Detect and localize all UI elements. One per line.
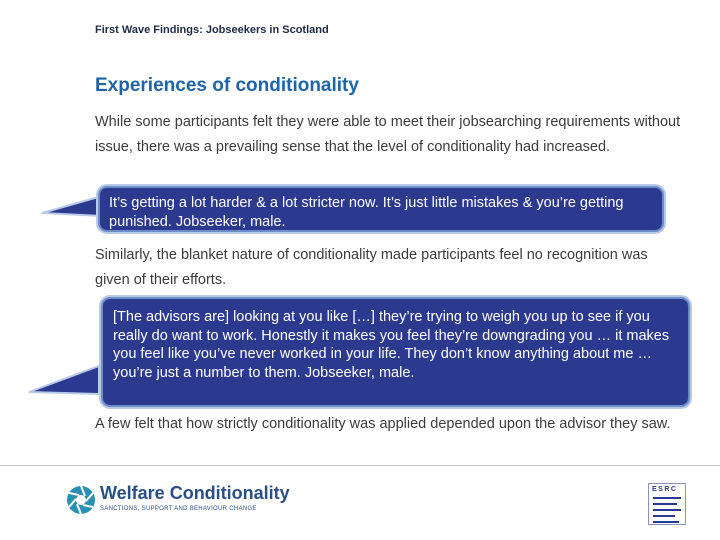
header-title: First Wave Findings: Jobseekers in Scotland bbox=[95, 24, 329, 36]
esrc-logo-line bbox=[653, 503, 677, 505]
aperture-logo-icon bbox=[66, 485, 96, 515]
esrc-logo-line bbox=[653, 515, 675, 517]
page-title: Experiences of conditionality bbox=[95, 75, 359, 96]
paragraph-advisor: A few felt that how strictly conditionality was applied depended upon the advisor they saw. bbox=[95, 416, 671, 432]
paragraph-intro: While some participants felt they were able to meet their jobsearching requirements without issue, there was a prevailing sense that the level of conditionality had increased. bbox=[95, 114, 681, 155]
quote-bubble-1 bbox=[98, 186, 664, 232]
footer-divider bbox=[0, 465, 720, 466]
logo-tagline: SANCTIONS, SUPPORT AND BEHAVIOUR CHANGE bbox=[100, 506, 257, 512]
quote-bubble-2 bbox=[101, 297, 690, 407]
logo-wordmark: Welfare Conditionality bbox=[100, 483, 290, 503]
paragraph-blanket: Similarly, the blanket nature of conditionality made participants feel no recognition was given of their efforts. bbox=[95, 247, 648, 288]
esrc-logo bbox=[648, 483, 686, 525]
esrc-logo-text: ESRC bbox=[652, 486, 678, 493]
speech-bubble-tail-2 bbox=[27, 360, 107, 400]
welfare-conditionality-logo bbox=[66, 481, 306, 521]
quote-text-1: It’s getting a lot harder & a lot stricter now. It’s just little mistakes & you’re getting punished. Jobseeker, male. bbox=[109, 195, 624, 230]
esrc-logo-line bbox=[653, 521, 679, 523]
quote-text-2: [The advisors are] looking at you like […] they’re trying to weigh you up to see if you really do want to work. Honestly it makes you feel they’re downgrading you … it makes you feel like you’ve never worked in your life. They don’t know anything about me … you’re just a number to them. Jobseeker, male. bbox=[113, 309, 670, 381]
esrc-logo-line bbox=[653, 509, 681, 511]
esrc-logo-line bbox=[653, 497, 681, 499]
